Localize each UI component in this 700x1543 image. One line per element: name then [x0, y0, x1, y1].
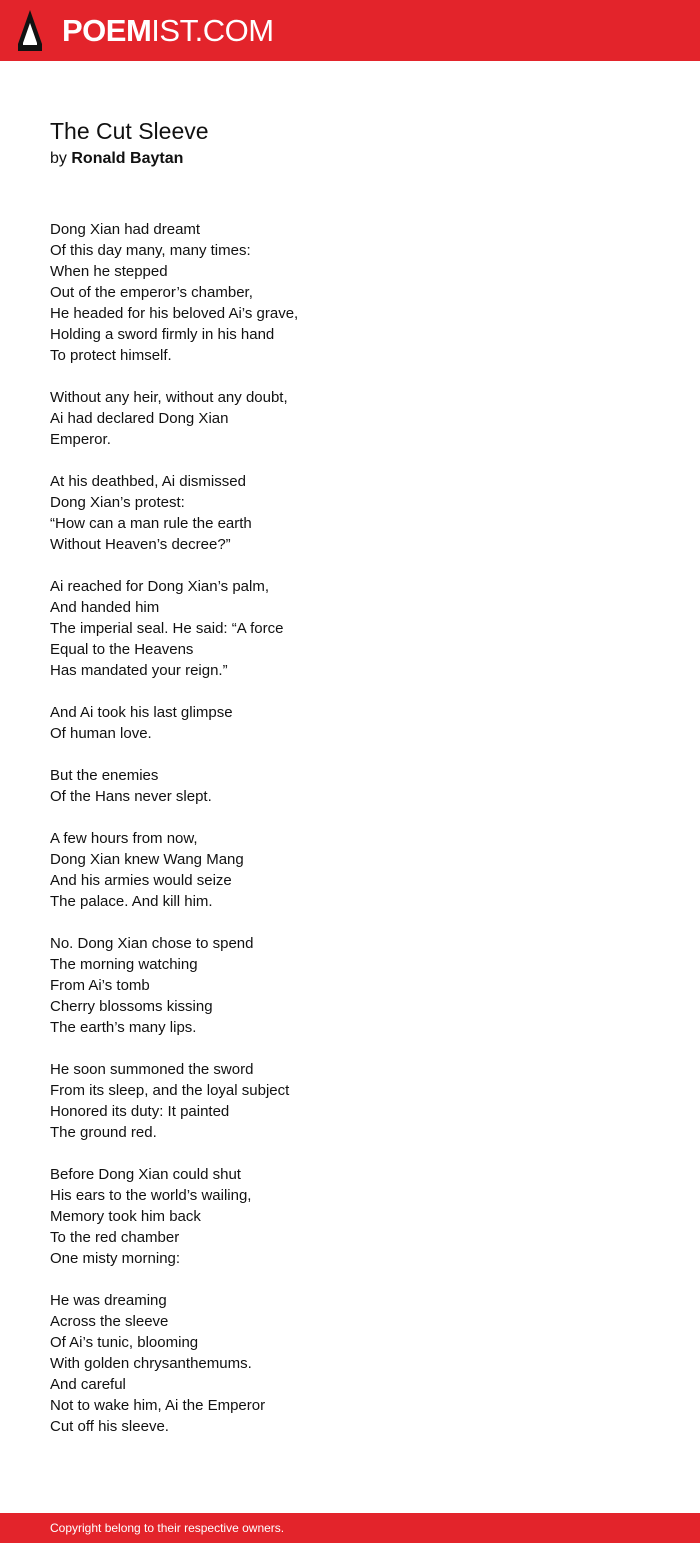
poem-stanza	[50, 471, 650, 555]
poem-line: Dong Xian knew Wang Mang	[50, 851, 244, 868]
poem-line: His ears to the world’s wailing,	[50, 1187, 252, 1204]
site-logo[interactable]	[62, 11, 274, 51]
poem-line: Equal to the Heavens	[50, 641, 194, 658]
poem-line: The morning watching	[50, 956, 198, 973]
logo-light-text: IST.COM	[151, 13, 274, 48]
copyright-text: Copyright belong to their respective owners.	[50, 1521, 285, 1535]
poem-line: And Ai took his last glimpse	[50, 704, 233, 721]
poem-line: Dong Xian’s protest:	[50, 494, 185, 511]
poem-stanza	[50, 1290, 650, 1437]
poem-stanza	[50, 387, 650, 450]
poem-line: He was dreaming	[50, 1292, 167, 1309]
site-header	[0, 0, 700, 61]
poem-author: Ronald Baytan	[71, 150, 184, 167]
poem-line: No. Dong Xian chose to spend	[50, 935, 254, 952]
poem-byline	[50, 148, 183, 170]
poem-line: To protect himself.	[50, 347, 172, 364]
by-label: by	[50, 150, 67, 167]
poem-line: And careful	[50, 1376, 126, 1393]
poem-line: Of this day many, many times:	[50, 242, 251, 259]
poem-line: He headed for his beloved Ai’s grave,	[50, 305, 299, 322]
poem-line: To the red chamber	[50, 1229, 180, 1246]
poem-line: From its sleep, and the loyal subject	[50, 1082, 290, 1099]
poem-line: From Ai’s tomb	[50, 977, 150, 994]
poem-line: Cherry blossoms kissing	[50, 998, 213, 1015]
poem-line: The palace. And kill him.	[50, 893, 213, 910]
poem-line: Holding a sword firmly in his hand	[50, 326, 275, 343]
poem-stanza	[50, 219, 650, 366]
poem-line: Emperor.	[50, 431, 111, 448]
poem-line: The imperial seal. He said: “A force	[50, 620, 284, 637]
poem-line: But the enemies	[50, 767, 159, 784]
poem-stanza	[50, 1059, 650, 1143]
poem-line: With golden chrysanthemums.	[50, 1355, 252, 1372]
poem-line: Cut off his sleeve.	[50, 1418, 169, 1435]
poem-line: The ground red.	[50, 1124, 157, 1141]
poem-line: And his armies would seize	[50, 872, 232, 889]
poem-stanza	[50, 1164, 650, 1269]
poem-line: Honored its duty: It painted	[50, 1103, 230, 1120]
poem-line: Of Ai’s tunic, blooming	[50, 1334, 199, 1351]
poem-line: Without any heir, without any doubt,	[50, 389, 288, 406]
poem-line: When he stepped	[50, 263, 168, 280]
poem-line: The earth’s many lips.	[50, 1019, 197, 1036]
poem-stanza	[50, 765, 650, 807]
poem-line: Out of the emperor’s chamber,	[50, 284, 253, 301]
poem-stanza	[50, 933, 650, 1038]
poem-line: Memory took him back	[50, 1208, 201, 1225]
poem-line: “How can a man rule the earth	[50, 515, 252, 532]
poem-line: Dong Xian had dreamt	[50, 221, 201, 238]
pencil-tip-icon[interactable]	[18, 10, 42, 51]
poem-line: Before Dong Xian could shut	[50, 1166, 241, 1183]
poem-stanza	[50, 702, 650, 744]
poem-line: One misty morning:	[50, 1250, 181, 1267]
poem-line: Ai had declared Dong Xian	[50, 410, 229, 427]
poem-line: At his deathbed, Ai dismissed	[50, 473, 246, 490]
poem-line: Without Heaven’s decree?”	[50, 536, 231, 553]
poem-line: Ai reached for Dong Xian’s palm,	[50, 578, 270, 595]
poem-body	[50, 219, 650, 1458]
poem-line: Has mandated your reign.”	[50, 662, 228, 679]
logo-bold-text: POEM	[62, 13, 152, 48]
poem-line: He soon summoned the sword	[50, 1061, 254, 1078]
poem-line: A few hours from now,	[50, 830, 198, 847]
poem-stanza	[50, 576, 650, 681]
poem-line: Not to wake him, Ai the Emperor	[50, 1397, 266, 1414]
poem-title: The Cut Sleeve	[50, 118, 209, 144]
poem-stanza	[50, 828, 650, 912]
poem-line: Of human love.	[50, 725, 152, 742]
poem-line: Of the Hans never slept.	[50, 788, 212, 805]
site-footer	[0, 1513, 700, 1543]
poem-line: Across the sleeve	[50, 1313, 169, 1330]
poem-line: And handed him	[50, 599, 160, 616]
